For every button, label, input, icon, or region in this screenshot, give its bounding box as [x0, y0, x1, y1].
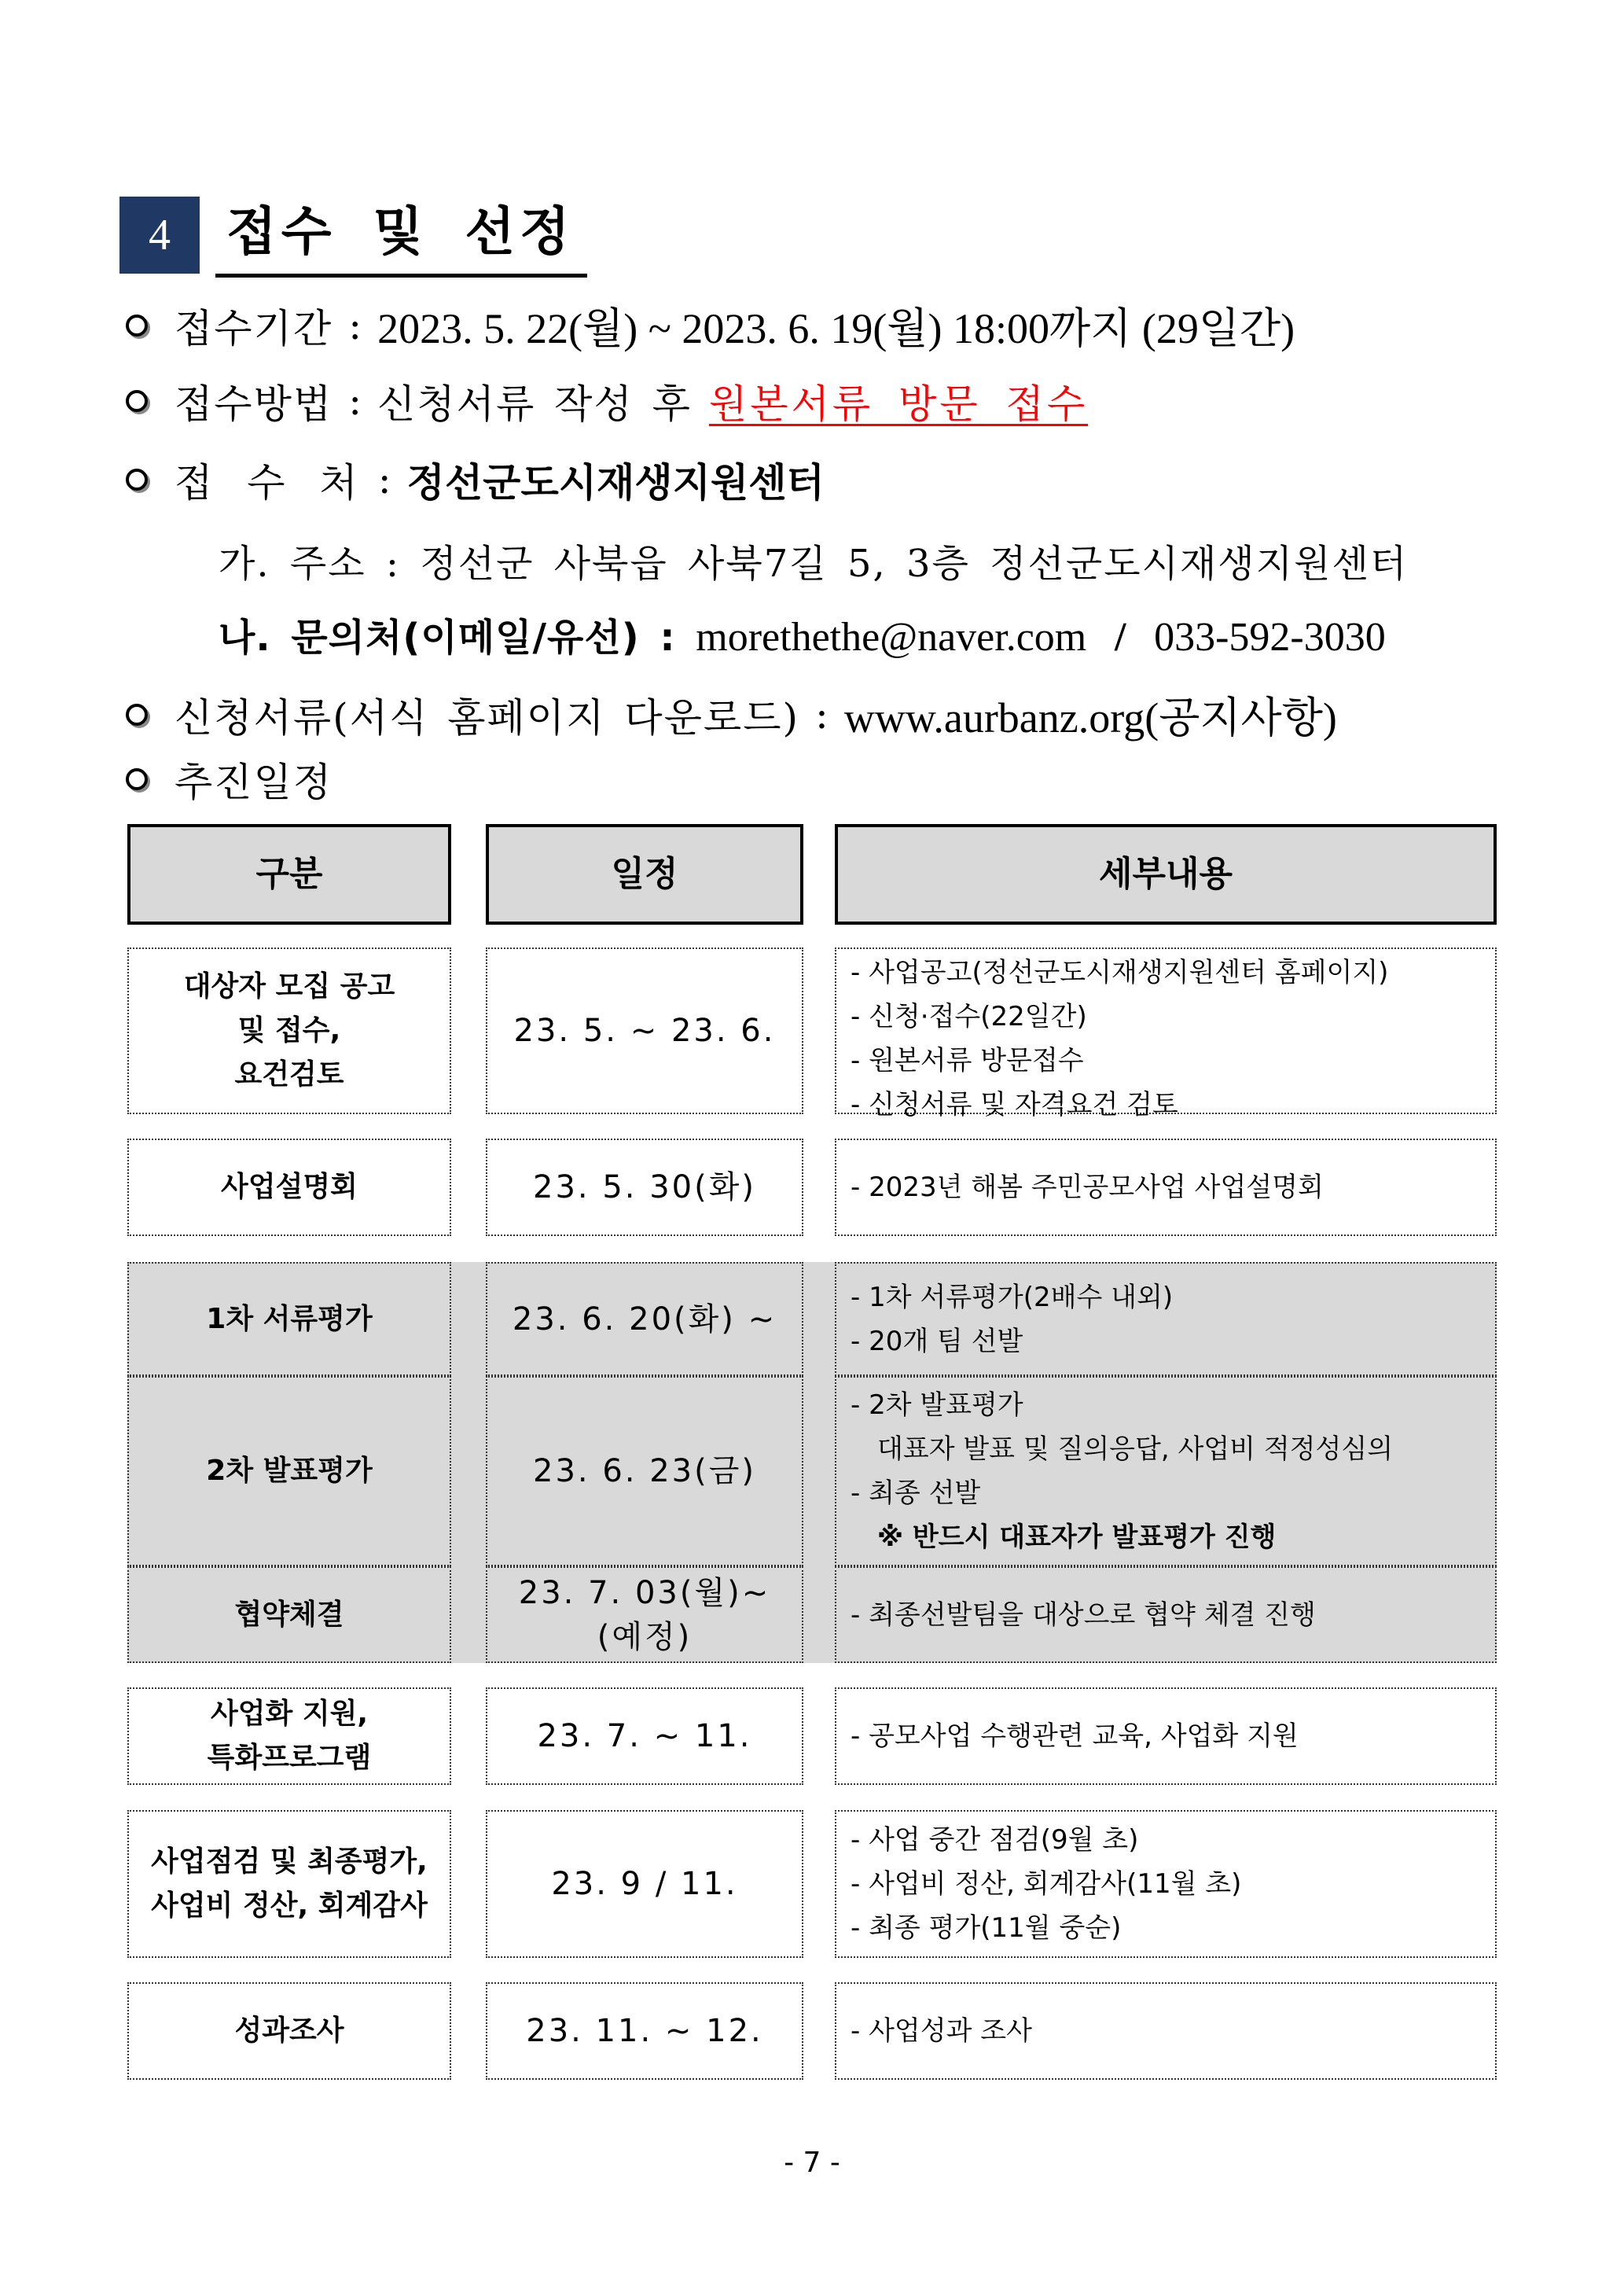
table-cell-date	[486, 947, 803, 1114]
table-cell-category	[127, 947, 451, 1114]
category-text: 요건검토	[234, 1058, 344, 1091]
table-header-date: 일정	[486, 824, 803, 925]
table-cell-details	[835, 1982, 1497, 2080]
colon: :	[377, 457, 391, 502]
detail-line: 대표자 발표 및 질의응답, 사업비 적정성심의	[877, 1433, 1394, 1465]
circle-bullet-icon	[126, 315, 148, 337]
contact-prefix: 나. 문의처(이메일/유선) :	[219, 616, 676, 660]
date-text: 23. 6. 20(화) ~	[512, 1301, 777, 1337]
bullet-forms	[126, 684, 1337, 745]
address-line	[219, 533, 1408, 587]
table-cell-category	[127, 1687, 451, 1785]
bullet-place	[126, 451, 825, 508]
category-text: 및 접수,	[237, 1014, 341, 1047]
detail-line: - 사업공고(정선군도시재생지원센터 홈페이지)	[851, 957, 1389, 988]
table-cell-date	[486, 1982, 803, 2080]
date-text: 23. 7. 03(월)~	[518, 1574, 771, 1611]
colon: :	[348, 302, 362, 348]
detail-line: - 최종 선발	[851, 1477, 981, 1509]
schedule-label: 추진일정	[175, 760, 333, 805]
place-label: 접 수 처	[175, 460, 362, 506]
category-text: 사업설명회	[221, 1171, 358, 1203]
method-label: 접수방법	[175, 381, 333, 427]
circle-bullet-icon	[126, 768, 148, 790]
section-number-badge: 4	[119, 197, 200, 274]
contact-phone: 033-592-3030	[1154, 615, 1386, 660]
colon: :	[815, 691, 829, 738]
category-text: 2차 발표평가	[206, 1455, 373, 1487]
table-cell-category	[127, 1376, 451, 1566]
detail-line: - 최종 평가(11월 중순)	[851, 1912, 1122, 1944]
category-text: 대상자 모집 공고	[183, 970, 395, 1003]
detail-line: - 최종선발팀을 대상으로 협약 체결 진행	[851, 1599, 1316, 1631]
date-text: 23. 5. 30(화)	[533, 1169, 756, 1205]
detail-line: ※ 반드시 대표자가 발표평가 진행	[877, 1521, 1277, 1553]
date-text: 23. 7. ~ 11.	[537, 1718, 752, 1754]
table-cell-category	[127, 1139, 451, 1236]
table-cell-category	[127, 1262, 451, 1376]
detail-line: - 사업 중간 점검(9월 초)	[851, 1824, 1139, 1856]
table-cell-date	[486, 1566, 803, 1663]
table-cell-details	[835, 1139, 1497, 1236]
shade-gap	[803, 1262, 835, 1663]
shade-gap	[451, 1262, 486, 1663]
date-text: 23. 9 / 11.	[551, 1866, 738, 1902]
period-value: 2023. 5. 22(월) ~ 2023. 6. 19(월) 18:00까지 (29일간)	[377, 305, 1295, 352]
category-text: 특화프로그램	[207, 1742, 372, 1774]
table-header-category: 구분	[127, 824, 451, 925]
date-text: (예정)	[597, 1618, 693, 1655]
place-value: 정선군도시재생지원센터	[406, 460, 825, 506]
period-label: 접수기간	[175, 305, 333, 351]
detail-line: - 2023년 해봄 주민공모사업 사업설명회	[851, 1172, 1324, 1203]
date-text: 23. 6. 23(금)	[533, 1453, 756, 1489]
table-cell-details	[835, 1687, 1497, 1785]
bullet-schedule	[126, 751, 333, 808]
circle-bullet-icon	[126, 469, 148, 491]
category-text: 협약체결	[234, 1598, 344, 1631]
table-cell-category	[127, 1566, 451, 1663]
forms-label: 신청서류(서식 홈페이지 다운로드)	[175, 694, 800, 741]
detail-line: - 신청·접수(22일간)	[851, 1001, 1087, 1032]
detail-line: - 신청서류 및 자격요건 검토	[851, 1089, 1178, 1120]
detail-line: - 공모사업 수행관련 교육, 사업화 지원	[851, 1720, 1299, 1752]
date-text: 23. 5. ~ 23. 6.	[513, 1013, 776, 1049]
table-cell-category	[127, 1982, 451, 2080]
table-cell-details	[835, 1262, 1497, 1376]
detail-line: - 1차 서류평가(2배수 내외)	[851, 1281, 1174, 1313]
circle-bullet-icon	[126, 390, 148, 412]
table-cell-category	[127, 1810, 451, 1958]
detail-line: - 사업비 정산, 회계감사(11월 초)	[851, 1868, 1242, 1900]
category-text: 사업점검 및 최종평가,	[151, 1845, 428, 1878]
category-text: 사업비 정산, 회계감사	[151, 1889, 428, 1922]
detail-line: - 사업성과 조사	[851, 2015, 1032, 2047]
bullet-period	[126, 295, 1295, 355]
category-text: 1차 서류평가	[206, 1302, 373, 1335]
table-cell-date	[486, 1810, 803, 1958]
detail-line: - 2차 발표평가	[851, 1389, 1023, 1421]
detail-line: - 원본서류 방문접수	[851, 1045, 1084, 1076]
circle-bullet-icon	[126, 704, 148, 726]
table-header-details: 세부내용	[835, 824, 1497, 925]
table-cell-details	[835, 1376, 1497, 1566]
method-value: 신청서류 작성 후	[377, 381, 692, 427]
address-value: 정선군 사북읍 사북7길 5, 3층 정선군도시재생지원센터	[420, 542, 1409, 586]
colon: :	[348, 378, 362, 424]
table-cell-date	[486, 1687, 803, 1785]
contact-divider: /	[1114, 615, 1126, 660]
address-prefix: 가. 주소 :	[219, 542, 401, 586]
detail-line: - 20개 팀 선발	[851, 1325, 1023, 1357]
category-text: 성과조사	[234, 2015, 344, 2047]
category-text: 사업화 지원,	[210, 1698, 369, 1730]
table-cell-date	[486, 1139, 803, 1236]
table-cell-date	[486, 1262, 803, 1376]
forms-value: www.aurbanz.org(공지사항)	[843, 694, 1337, 741]
page-number: - 7 -	[784, 2147, 840, 2179]
date-text: 23. 11. ~ 12.	[526, 2013, 763, 2049]
bullet-method	[126, 373, 1088, 429]
table-cell-details	[835, 1810, 1497, 1958]
table-cell-details	[835, 947, 1497, 1120]
contact-email: morethethe@naver.com	[696, 615, 1087, 660]
contact-line	[219, 607, 1386, 661]
method-emphasis: 원본서류 방문 접수	[708, 381, 1089, 427]
table-cell-date	[486, 1376, 803, 1566]
table-cell-details	[835, 1566, 1497, 1663]
section-title: 접수 및 선정	[215, 190, 587, 278]
